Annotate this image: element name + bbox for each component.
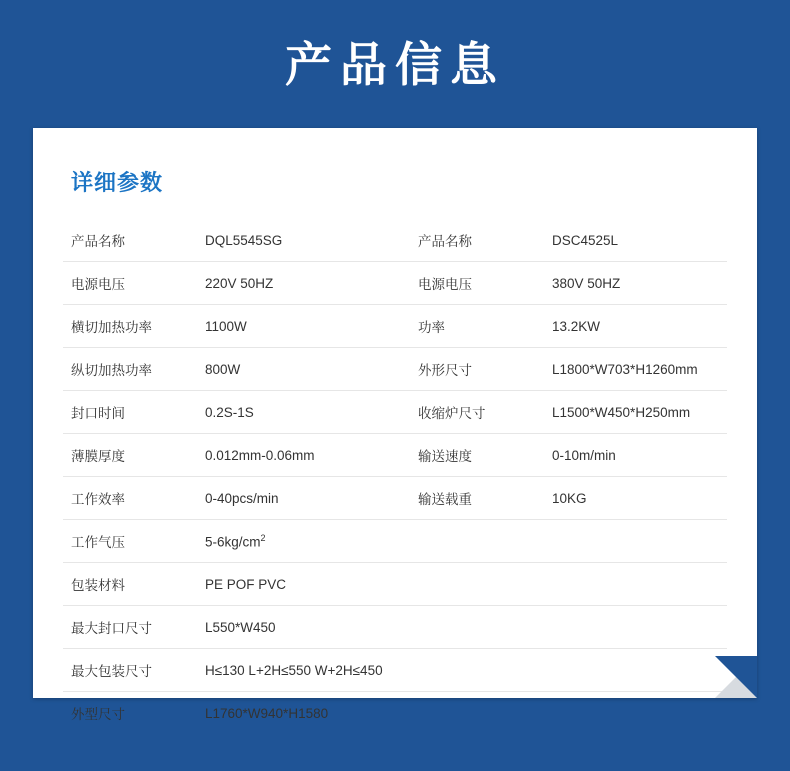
spec-value: 10KG: [544, 477, 727, 520]
column-gap: [380, 348, 410, 391]
column-gap: [380, 262, 410, 305]
spec-key: [410, 649, 544, 692]
spec-value: DSC4525L: [544, 219, 727, 262]
table-row: [63, 477, 727, 520]
table-row: [63, 649, 727, 692]
spec-value: 0-10m/min: [544, 434, 727, 477]
spec-value: [197, 520, 380, 563]
column-gap: [380, 606, 410, 649]
spec-value: 13.2KW: [544, 305, 727, 348]
spec-key: 最大封口尺寸: [63, 606, 197, 649]
column-gap: [380, 477, 410, 520]
spec-key: 电源电压: [63, 262, 197, 305]
spec-key: 产品名称: [63, 219, 197, 262]
spec-value: DQL5545SG: [197, 219, 380, 262]
spec-table: [63, 219, 727, 734]
spec-key: 外形尺寸: [410, 348, 544, 391]
column-gap: [380, 305, 410, 348]
spec-value: 800W: [197, 348, 380, 391]
spec-value: [544, 692, 727, 735]
spec-key: [410, 606, 544, 649]
spec-value: 0.2S-1S: [197, 391, 380, 434]
spec-key: [410, 563, 544, 606]
spec-key: 包装材料: [63, 563, 197, 606]
table-row: [63, 692, 727, 735]
spec-value: 0-40pcs/min: [197, 477, 380, 520]
table-row: [63, 391, 727, 434]
spec-key: [410, 692, 544, 735]
column-gap: [380, 391, 410, 434]
spec-value: [544, 606, 727, 649]
spec-value: H≤130 L+2H≤550 W+2H≤450: [197, 649, 380, 692]
spec-key: 输送速度: [410, 434, 544, 477]
spec-key: 产品名称: [410, 219, 544, 262]
spec-value: [544, 563, 727, 606]
column-gap: [380, 219, 410, 262]
spec-value: [544, 649, 727, 692]
column-gap: [380, 649, 410, 692]
spec-key: 功率: [410, 305, 544, 348]
table-row: [63, 563, 727, 606]
spec-key: 最大包装尺寸: [63, 649, 197, 692]
column-gap: [380, 692, 410, 735]
spec-key: 封口时间: [63, 391, 197, 434]
column-gap: [380, 434, 410, 477]
table-row: [63, 262, 727, 305]
column-gap: [380, 520, 410, 563]
folded-corner-cut: [715, 656, 757, 698]
spec-key: 工作气压: [63, 520, 197, 563]
spec-key: 横切加热功率: [63, 305, 197, 348]
spec-card: [33, 128, 757, 722]
column-gap: [380, 563, 410, 606]
spec-value: L1500*W450*H250mm: [544, 391, 727, 434]
spec-value: 1100W: [197, 305, 380, 348]
spec-key: 输送载重: [410, 477, 544, 520]
spec-value: L1760*W940*H1580: [205, 705, 329, 721]
spec-table-wrap: [33, 197, 757, 734]
table-row: [63, 606, 727, 649]
spec-value: PE POF PVC: [197, 563, 380, 606]
spec-key: 外型尺寸: [71, 707, 125, 722]
table-row: [63, 348, 727, 391]
spec-value-text: 5-6kg/cm: [205, 534, 261, 550]
spec-key: 纵切加热功率: [63, 348, 197, 391]
spec-key: 电源电压: [410, 262, 544, 305]
section-title: 详细参数: [71, 170, 164, 195]
spec-value: 380V 50HZ: [544, 262, 727, 305]
spec-value: [544, 520, 727, 563]
table-row: [63, 305, 727, 348]
table-row: [63, 434, 727, 477]
spec-key: 工作效率: [63, 477, 197, 520]
spec-key: [410, 520, 544, 563]
table-row: [63, 520, 727, 563]
spec-value: L550*W450: [197, 606, 380, 649]
spec-value: 220V 50HZ: [197, 262, 380, 305]
spec-key: 薄膜厚度: [63, 434, 197, 477]
table-row: [63, 219, 727, 262]
page-title: 产品信息: [285, 38, 505, 91]
spec-value: L1800*W703*H1260mm: [544, 348, 727, 391]
spec-key: 收缩炉尺寸: [410, 391, 544, 434]
spec-value: 0.012mm-0.06mm: [197, 434, 380, 477]
spec-value-superscript: 2: [260, 532, 266, 543]
